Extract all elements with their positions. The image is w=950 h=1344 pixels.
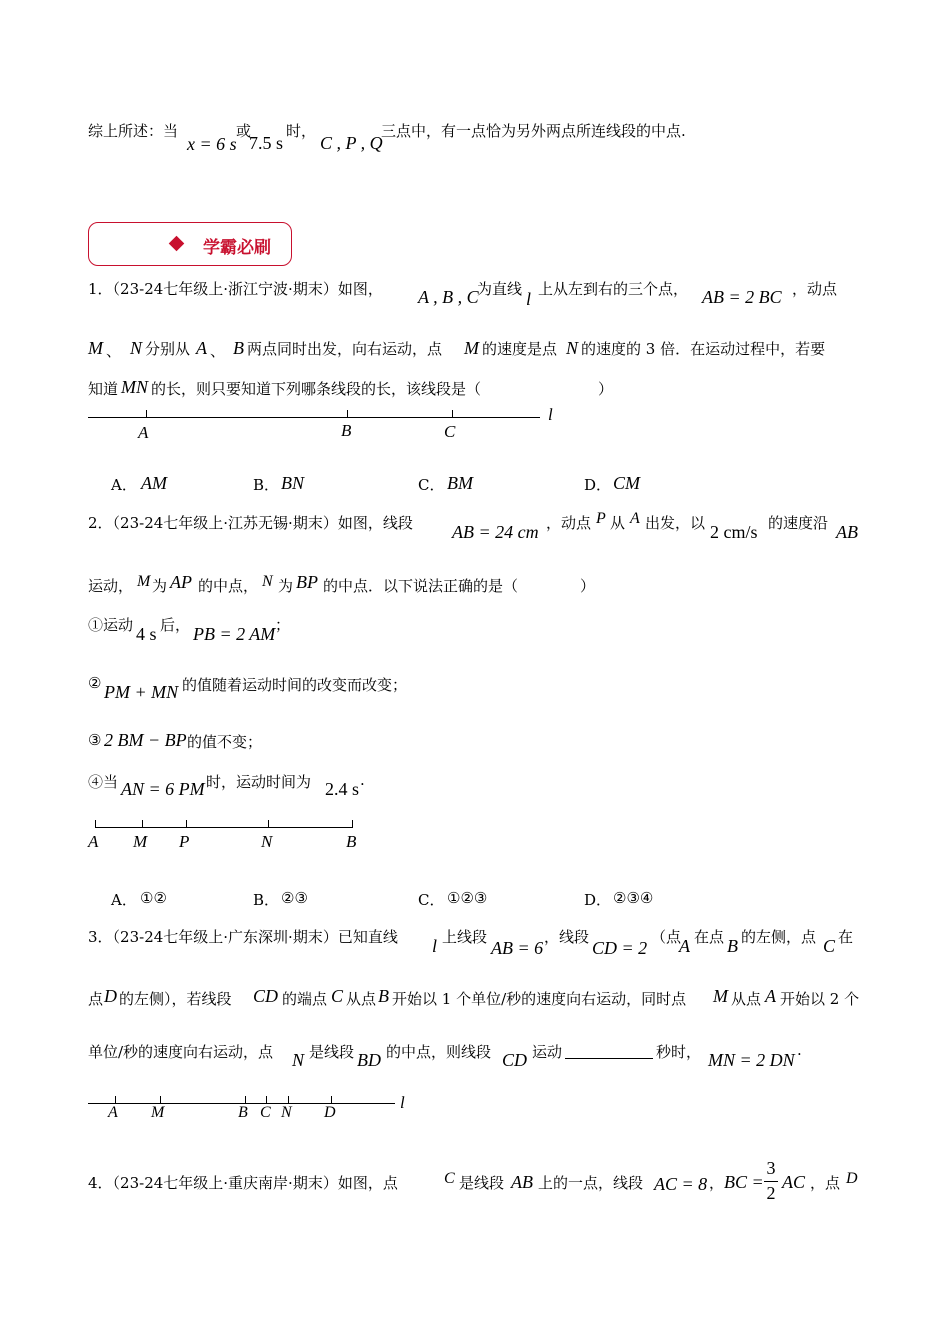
q3-text: 是线段 — [309, 1043, 355, 1061]
q2-fig-tick — [142, 820, 143, 827]
q2-text: ） — [580, 577, 596, 595]
option-key: B． — [253, 891, 280, 909]
q4-text: 上的一点，线段 — [538, 1174, 644, 1192]
q3-fig-tick — [115, 1096, 116, 1103]
q3-answer-blank[interactable] — [565, 1058, 653, 1059]
q2-fig-tick — [186, 820, 187, 827]
q2-s4-text: . — [360, 771, 365, 789]
q1-text: 为直线 — [477, 280, 523, 298]
q1-text: 知道 — [88, 380, 119, 398]
q2-text: 运动， — [88, 577, 134, 595]
q2-AP: AP — [170, 572, 192, 592]
option-key: A． — [111, 891, 137, 909]
q3-text: 从点 — [731, 990, 762, 1008]
q1-text: 分别从 — [145, 340, 191, 358]
q2-text: 的中点．以下说法正确的是（ — [323, 577, 519, 595]
option-value: ①②③ — [447, 889, 488, 907]
q3-text: 的中点，则线段 — [386, 1043, 492, 1061]
q3-l: l — [432, 936, 438, 956]
option-value: BM — [447, 473, 473, 493]
q4-text: ， — [709, 1174, 725, 1192]
q1-M: M — [464, 338, 479, 358]
q1-sep: 、 — [210, 342, 226, 360]
q3-fig-tick — [266, 1096, 267, 1103]
option-value: CM — [613, 473, 640, 493]
q1-fig-line — [88, 417, 540, 418]
q2-eq-ab: AB = 24 cm — [452, 522, 539, 542]
option-key: A． — [111, 476, 137, 494]
q3-text: 上线段 — [442, 928, 488, 946]
q3-text: 的左侧），若线段 — [119, 990, 232, 1008]
q2-A: A — [630, 510, 640, 527]
q4-text: 是线段 — [459, 1174, 505, 1192]
q1-fig-tick — [347, 410, 348, 417]
q2-fig-label-A: A — [88, 832, 99, 851]
option-value: ②③ — [281, 889, 308, 907]
q2-text: 为 — [152, 577, 168, 595]
q2-s2-text: ② — [88, 674, 102, 692]
q2-s4-eq: AN = 6 PM — [121, 779, 205, 799]
q3-fig-label-M: M — [151, 1104, 165, 1121]
q3-C: C — [331, 986, 344, 1006]
section-banner — [88, 222, 292, 266]
q3-text: （点 — [651, 928, 682, 946]
q4-head: 4．（23-24七年级上·重庆南岸·期末）如图，点 — [88, 1174, 398, 1192]
option-key: B． — [253, 476, 280, 494]
q3-eq-cd: CD = 2 — [592, 938, 648, 958]
q2-s1-time: 4 s — [136, 624, 157, 644]
q3-fig-tick — [245, 1096, 246, 1103]
option-key: C． — [418, 476, 445, 494]
q3-text: 的端点 — [282, 990, 328, 1008]
q3-text: 运动 — [532, 1043, 563, 1061]
q2-fig-tick — [268, 820, 269, 827]
q3-M: M — [713, 986, 728, 1006]
q1-N: N — [566, 338, 579, 358]
q1-fig-label-C: C — [444, 422, 456, 441]
section-title: 学霸必刷 — [203, 238, 271, 258]
q3-eq-ab: AB = 6 — [491, 938, 544, 958]
q1-text: ） — [598, 380, 614, 398]
q4-D: D — [846, 1170, 858, 1187]
q2-s4-text: 时，运动时间为 — [206, 773, 312, 791]
q2-AB: AB — [836, 522, 858, 542]
q3-text: 从点 — [346, 990, 377, 1008]
q3-CD: CD — [502, 1050, 528, 1070]
q4-frac-bar — [764, 1181, 778, 1182]
q1-text: 上从左到右的三个点， — [538, 280, 689, 298]
q2-s1-eq: PB = 2 AM — [193, 624, 276, 644]
q3-N: N — [292, 1050, 305, 1070]
q3-fig-label-A: A — [108, 1104, 118, 1121]
option-value: BN — [281, 473, 305, 493]
option-key: D． — [584, 891, 612, 909]
q1-fig-label-B: B — [341, 421, 352, 440]
q1-fig-label-A: A — [138, 423, 149, 442]
q2-fig-label-B: B — [346, 832, 357, 851]
q2-text: 的速度沿 — [768, 514, 829, 532]
q1-sep: 、 — [106, 342, 122, 360]
q1-fig-tick — [146, 410, 147, 417]
q3-BD: BD — [357, 1050, 381, 1070]
q1-text: 的速度是点 — [482, 340, 558, 358]
q2-text: 从 — [610, 514, 626, 532]
q3-fig-label-B: B — [238, 1104, 248, 1121]
math-cond2: 7.5 s — [249, 133, 284, 153]
option-value: AM — [141, 473, 167, 493]
q3-head: 3．（23-24七年级上·广东深圳·期末）已知直线 — [88, 928, 398, 946]
q2-text: 出发，以 — [645, 514, 706, 532]
q1-eq: AB = 2 BC — [702, 287, 782, 307]
q3-D: D — [104, 986, 117, 1006]
q2-s2-eq: PM + MN — [104, 682, 179, 702]
summary-or: 或 — [236, 122, 252, 140]
q4-eq-ac: AC = 8 — [654, 1174, 708, 1194]
q3-text: . — [797, 1041, 802, 1059]
q2-text: ，动点 — [546, 514, 592, 532]
option-value: ①② — [140, 889, 167, 907]
q2-M: M — [137, 573, 151, 590]
q3-text: 的左侧，点 — [741, 928, 817, 946]
summary-time-suffix: 时， — [286, 122, 317, 140]
q2-fig-label-M: M — [133, 832, 148, 851]
q3-fig-label-l: l — [400, 1093, 405, 1112]
q2-s4-time: 2.4 s — [325, 779, 360, 799]
q1-text: 的速度的 3 倍．在运动过程中，若要 — [581, 340, 826, 358]
q2-fig-tick — [95, 820, 96, 827]
q1-N: N — [130, 338, 143, 358]
q2-s1-text: 后， — [160, 616, 191, 634]
diamond-icon — [169, 236, 185, 252]
q3-fig-label-C: C — [260, 1104, 271, 1121]
q4-eq-bc: BC = — [724, 1172, 764, 1192]
q1-A: A — [196, 338, 207, 358]
q1-fig-tick — [452, 410, 453, 417]
q4-AC: AC — [782, 1172, 806, 1192]
q2-N: N — [262, 573, 273, 590]
math-cond1: x = 6 s — [187, 134, 237, 154]
q4-frac-num: 3 — [766, 1158, 776, 1178]
q1-fig-label-l: l — [548, 405, 553, 424]
q2-s1-text: ； — [275, 616, 291, 634]
q3-text: 点 — [88, 990, 104, 1008]
q4-frac-den: 2 — [766, 1183, 776, 1203]
q2-text: 的中点， — [198, 577, 259, 595]
q2-s3-eq: 2 BM − BP — [104, 730, 187, 750]
q3-fig-label-N: N — [281, 1104, 292, 1121]
q1-text: 两点同时出发，向右运动，点 — [247, 340, 443, 358]
q3-fig-label-D: D — [324, 1104, 336, 1121]
q2-fig-label-N: N — [261, 832, 273, 851]
q4-text: ，点 — [810, 1174, 841, 1192]
q2-text: 为 — [278, 577, 294, 595]
q2-s2-text: 的值随着运动时间的改变而改变； — [182, 676, 408, 694]
q2-fig-line — [95, 827, 353, 828]
q1-text: ，动点 — [792, 280, 838, 298]
q2-s1-text: ①运动 — [88, 616, 134, 634]
q3-text: 开始以 1 个单位/秒的速度向右运动，同时点 — [392, 990, 687, 1008]
option-key: C． — [418, 891, 445, 909]
option-key: D． — [584, 476, 612, 494]
q2-s3-text: 的值不变； — [187, 733, 263, 751]
q2-s4-text: ④当 — [88, 773, 119, 791]
q1-MN: MN — [121, 377, 148, 397]
q2-s3-text: ③ — [88, 731, 102, 749]
q3-text: 在点 — [694, 928, 725, 946]
q1-M: M — [88, 338, 103, 358]
q3-B: B — [378, 986, 389, 1006]
q2-fig-tick — [352, 820, 353, 827]
q3-text: 秒时， — [656, 1043, 702, 1061]
q2-BP: BP — [296, 572, 318, 592]
q3-fig-tick — [331, 1096, 332, 1103]
q2-fig-label-P: P — [179, 832, 190, 851]
summary-prefix: 综上所述：当 — [88, 122, 179, 140]
q1-text: 的长，则只要知道下列哪条线段的长，该线段是（ — [151, 380, 482, 398]
q2-P: P — [596, 510, 606, 527]
q4-C: C — [444, 1170, 455, 1187]
q3-eq-mn: MN = 2 DN — [708, 1050, 795, 1070]
q3-fig-tick — [288, 1096, 289, 1103]
q3-C: C — [823, 936, 836, 956]
q2-head: 2．（23-24七年级上·江苏无锡·期末）如图，线段 — [88, 514, 413, 532]
q3-A: A — [679, 936, 690, 956]
option-value: ②③④ — [613, 889, 654, 907]
q1-head: 1．（23-24七年级上·浙江宁波·期末）如图， — [88, 280, 383, 298]
q3-text: 在 — [838, 928, 854, 946]
q1-line-l: l — [526, 289, 532, 309]
summary-tail: 三点中，有一点恰为另外两点所连线段的中点. — [381, 122, 686, 140]
q3-text: 开始以 2 个 — [780, 990, 860, 1008]
q3-text: ，线段 — [544, 928, 590, 946]
q1-B: B — [233, 338, 244, 358]
q3-CD: CD — [253, 986, 279, 1006]
q2-speed: 2 cm/s — [710, 522, 758, 542]
q3-A: A — [765, 986, 776, 1006]
q1-points: A , B , C — [418, 287, 479, 307]
q3-text: 单位/秒的速度向右运动，点 — [88, 1043, 274, 1061]
q3-B: B — [727, 936, 738, 956]
math-points: C , P , Q — [320, 133, 383, 153]
q4-AB: AB — [511, 1172, 533, 1192]
q3-fig-tick — [160, 1096, 161, 1103]
